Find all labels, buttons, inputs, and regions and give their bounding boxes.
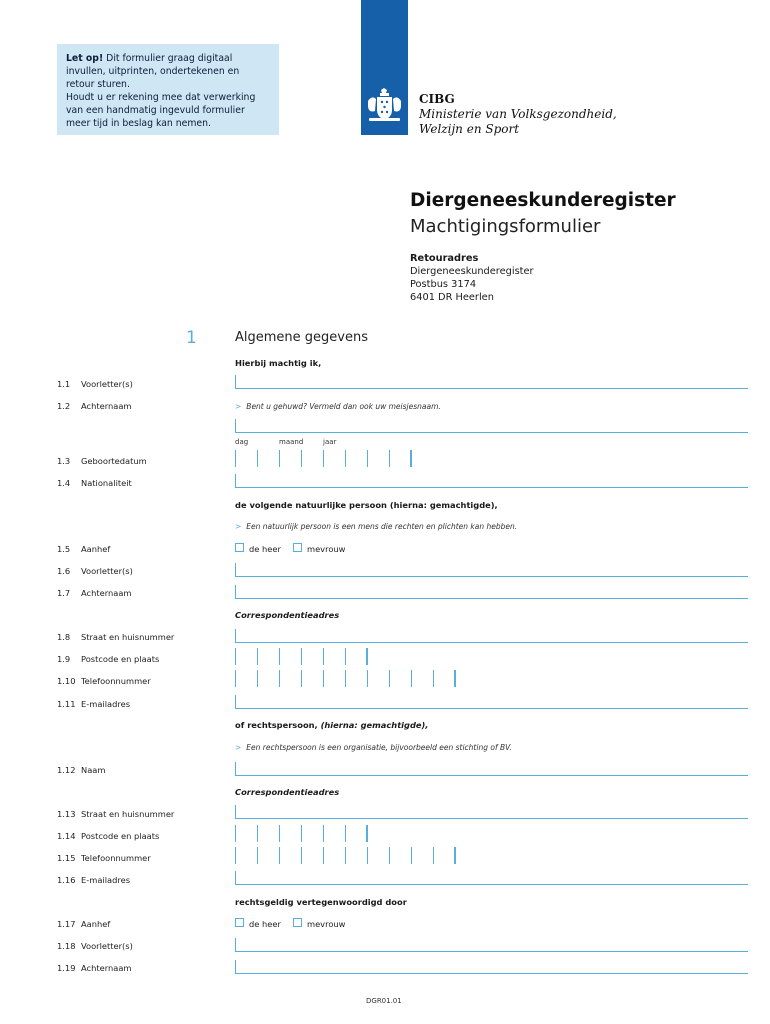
section-number: 1	[186, 328, 197, 348]
char-box[interactable]	[279, 670, 300, 687]
field-label: Voorletter(s)	[81, 941, 133, 951]
note-text: Bent u gehuwd? Vermeld dan ook uw meisjesnaam.	[246, 402, 441, 411]
org-name: CIBG	[419, 92, 455, 106]
note-text: Een rechtspersoon is een organisatie, bijvoorbeeld een stichting of BV.	[246, 743, 512, 752]
field-number: 1.19	[57, 963, 76, 973]
char-box[interactable]	[301, 670, 322, 687]
char-box[interactable]	[235, 450, 256, 467]
rep-achternaam-input[interactable]	[235, 960, 748, 974]
section-title: Algemene gegevens	[235, 330, 368, 345]
char-box[interactable]	[433, 670, 454, 687]
naam-input[interactable]	[235, 762, 748, 776]
field-number: 1.1	[57, 379, 71, 389]
correspondence-heading: Correspondentieadres	[235, 787, 340, 797]
char-box[interactable]	[433, 847, 454, 864]
notice-bold: Let op!	[66, 53, 104, 64]
field-number: 1.9	[57, 654, 71, 664]
field-number: 1.3	[57, 456, 71, 466]
notice-box	[57, 44, 279, 135]
arrow-icon: >	[235, 522, 242, 531]
achternaam-note	[235, 402, 441, 411]
return-heading: Retouradres	[410, 253, 479, 264]
crest-icon	[366, 88, 403, 128]
char-box[interactable]	[235, 847, 256, 864]
correspondence-heading: Correspondentieadres	[235, 610, 340, 620]
heer-label: de heer	[249, 544, 281, 554]
char-box[interactable]	[279, 450, 300, 467]
char-box[interactable]	[345, 648, 366, 665]
mevrouw-label: mevrouw	[307, 544, 346, 554]
field-number: 1.14	[57, 831, 76, 841]
char-box[interactable]	[301, 825, 322, 842]
heer-checkbox[interactable]	[235, 543, 244, 552]
notice-line: Houdt u er rekening mee dat verwerking	[66, 92, 256, 103]
field-number: 1.12	[57, 765, 76, 775]
field-label: Geboortedatum	[81, 456, 147, 466]
email-input[interactable]	[235, 695, 748, 709]
mevrouw-label: mevrouw	[307, 919, 346, 929]
return-line: Postbus 3174	[410, 279, 477, 290]
natural-person-heading: de volgende natuurlijke persoon (hierna: gemachtigde),	[235, 500, 498, 510]
field-label: Naam	[81, 765, 106, 775]
char-box-end	[410, 450, 412, 467]
char-box[interactable]	[301, 847, 322, 864]
heer-checkbox[interactable]	[235, 918, 244, 927]
representative-heading: rechtsgeldig vertegenwoordigd door	[235, 897, 407, 907]
char-box[interactable]	[367, 670, 388, 687]
field-label: Postcode en plaats	[81, 831, 160, 841]
note-text: Een natuurlijk persoon is een mens die rechten en plichten kan hebben.	[246, 522, 518, 531]
char-box[interactable]	[257, 450, 278, 467]
ministry-line: Ministerie van Volksgezondheid,	[419, 107, 617, 121]
field-number: 1.2	[57, 401, 71, 411]
field-number: 1.15	[57, 853, 76, 863]
ministry-name	[419, 92, 617, 137]
notice-line: van een handmatig ingevuld formulier	[66, 105, 245, 116]
field-label: Achternaam	[81, 588, 132, 598]
arrow-icon: >	[235, 402, 242, 411]
return-line: 6401 DR Heerlen	[410, 292, 494, 303]
field-number: 1.13	[57, 809, 76, 819]
char-box[interactable]	[257, 648, 278, 665]
field-label: Achternaam	[81, 963, 132, 973]
field-label: Straat en huisnummer	[81, 632, 175, 642]
char-box[interactable]	[345, 670, 366, 687]
field-number: 1.8	[57, 632, 71, 642]
field-number: 1.6	[57, 566, 71, 576]
char-box[interactable]	[345, 825, 366, 842]
date-label-year: jaar	[323, 438, 337, 446]
straat-input[interactable]	[235, 629, 748, 643]
notice-line: retour sturen.	[66, 79, 130, 90]
char-box[interactable]	[411, 670, 432, 687]
field-label: Achternaam	[81, 401, 132, 411]
legal-person-note	[235, 743, 512, 752]
field-label: Nationaliteit	[81, 478, 132, 488]
notice-line: invullen, uitprinten, ondertekenen en	[66, 66, 240, 77]
field-number: 1.5	[57, 544, 71, 554]
field-number: 1.4	[57, 478, 71, 488]
char-box-end	[454, 670, 456, 687]
page-title: Diergeneeskunderegister	[410, 190, 676, 211]
field-number: 1.16	[57, 875, 76, 885]
field-label: Telefoonnummer	[81, 676, 151, 686]
field-label: Voorletter(s)	[81, 379, 133, 389]
char-box-end	[366, 825, 368, 842]
straat-2-input[interactable]	[235, 805, 748, 819]
voorletters-input[interactable]	[235, 375, 748, 389]
return-address	[410, 252, 534, 304]
legal-person-heading	[235, 720, 428, 730]
date-label-day: dag	[235, 438, 249, 446]
char-box[interactable]	[235, 670, 256, 687]
field-label: Postcode en plaats	[81, 654, 160, 664]
char-box-end	[454, 847, 456, 864]
char-box[interactable]	[323, 450, 344, 467]
nationaliteit-input[interactable]	[235, 474, 748, 488]
field-number: 1.11	[57, 699, 76, 709]
char-box[interactable]	[301, 450, 322, 467]
char-box[interactable]	[301, 648, 322, 665]
mevrouw-checkbox[interactable]	[293, 543, 302, 552]
char-box[interactable]	[323, 670, 344, 687]
char-box[interactable]	[235, 648, 256, 665]
char-box[interactable]	[279, 825, 300, 842]
char-box[interactable]	[367, 450, 388, 467]
char-box[interactable]	[257, 847, 278, 864]
field-label: Telefoonnummer	[81, 853, 151, 863]
field-label: E-mailadres	[81, 875, 131, 885]
char-box-end	[366, 648, 368, 665]
page-subtitle: Machtigingsformulier	[410, 216, 601, 237]
char-box[interactable]	[257, 825, 278, 842]
char-box[interactable]	[389, 847, 410, 864]
gemachtigde-achternaam-input[interactable]	[235, 585, 748, 599]
notice-line: Dit formulier graag digitaal	[103, 53, 233, 64]
natural-person-note	[235, 522, 517, 531]
achternaam-input[interactable]	[235, 419, 748, 433]
date-label-month: maand	[279, 438, 304, 446]
char-box[interactable]	[257, 670, 278, 687]
char-box[interactable]	[345, 450, 366, 467]
char-box[interactable]	[279, 648, 300, 665]
return-line: Diergeneeskunderegister	[410, 266, 534, 277]
field-number: 1.17	[57, 919, 76, 929]
field-label: Straat en huisnummer	[81, 809, 175, 819]
char-box[interactable]	[411, 847, 432, 864]
char-box[interactable]	[345, 847, 366, 864]
field-label: Aanhef	[81, 919, 111, 929]
email-2-input[interactable]	[235, 871, 748, 885]
char-box[interactable]	[367, 847, 388, 864]
gemachtigde-voorletters-input[interactable]	[235, 563, 748, 577]
notice-line: meer tijd in beslag kan nemen.	[66, 118, 211, 129]
char-box[interactable]	[323, 825, 344, 842]
intro-text: Hierbij machtig ik,	[235, 358, 322, 368]
field-label: Voorletter(s)	[81, 566, 133, 576]
ministry-line: Welzijn en Sport	[419, 122, 520, 136]
char-box[interactable]	[235, 825, 256, 842]
heading-part: of rechtspersoon,	[235, 720, 321, 730]
field-number: 1.7	[57, 588, 71, 598]
char-box[interactable]	[389, 670, 410, 687]
field-label: E-mailadres	[81, 699, 131, 709]
char-box[interactable]	[323, 847, 344, 864]
char-box[interactable]	[323, 648, 344, 665]
arrow-icon: >	[235, 743, 242, 752]
heer-label: de heer	[249, 919, 281, 929]
field-label: Aanhef	[81, 544, 111, 554]
char-box[interactable]	[389, 450, 410, 467]
mevrouw-checkbox[interactable]	[293, 918, 302, 927]
char-box[interactable]	[279, 847, 300, 864]
field-number: 1.18	[57, 941, 76, 951]
form-code: DGR01.01	[366, 997, 402, 1005]
rep-voorletters-input[interactable]	[235, 938, 748, 952]
heading-part: (hierna: gemachtigde),	[320, 720, 429, 730]
field-number: 1.10	[57, 676, 76, 686]
